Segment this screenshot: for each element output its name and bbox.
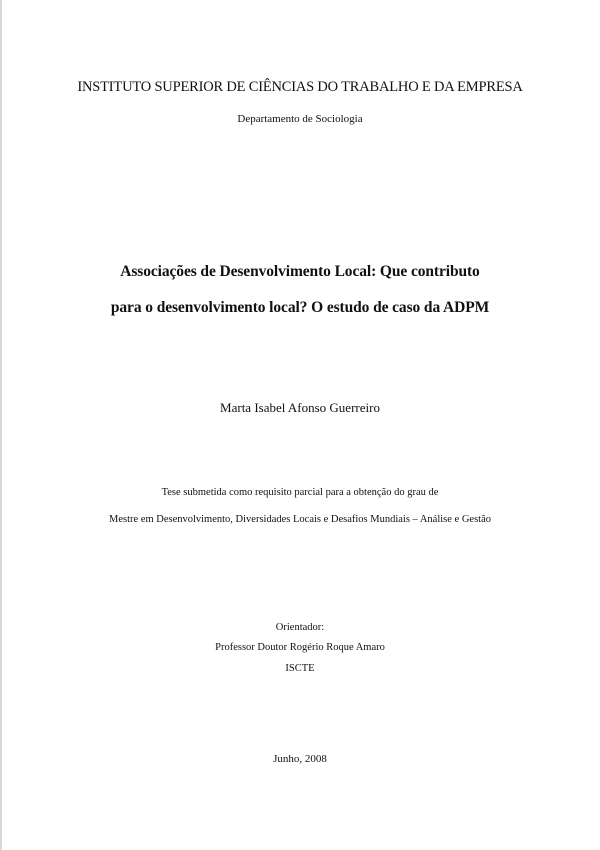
- thesis-statement-line-1: Tese submetida como requisito parcial para a obtenção do grau de: [161, 487, 439, 498]
- department-name: Departamento de Sociologia: [237, 113, 363, 125]
- advisor-institution: ISCTE: [285, 663, 315, 674]
- advisor-label: Orientador:: [275, 622, 325, 633]
- thesis-statement-line-2: Mestre em Desenvolvimento, Diversidades Locais e Desafios Mundiais – Análise e Gestão: [109, 514, 491, 525]
- page-edge: [0, 0, 2, 850]
- advisor-name: Professor Doutor Rogério Roque Amaro: [215, 642, 385, 653]
- thesis-title-line-2: para o desenvolvimento local? O estudo de caso da ADPM: [110, 299, 490, 316]
- submission-date: Junho, 2008: [273, 753, 327, 765]
- thesis-title-line-1: Associações de Desenvolvimento Local: Que contributo: [120, 263, 480, 280]
- author-name: Marta Isabel Afonso Guerreiro: [220, 400, 380, 415]
- institution-name: INSTITUTO SUPERIOR DE CIÊNCIAS DO TRABALHO E DA EMPRESA: [77, 79, 523, 95]
